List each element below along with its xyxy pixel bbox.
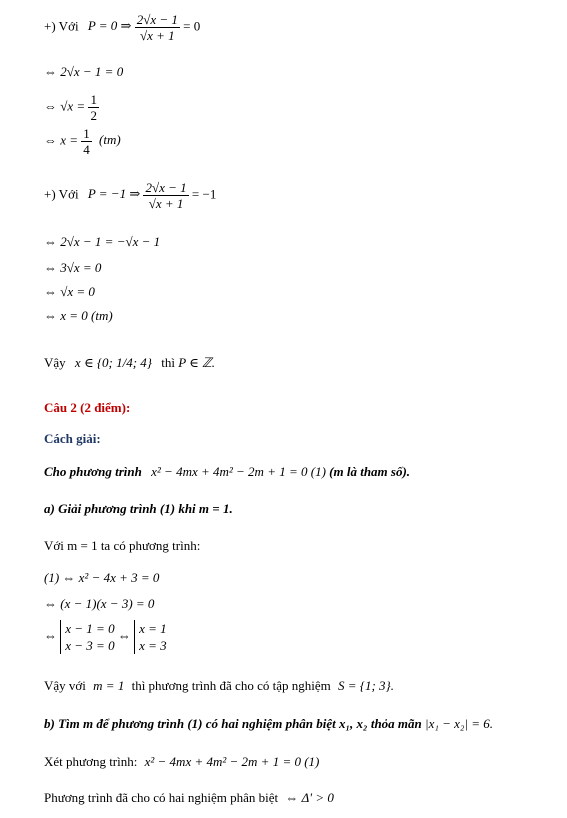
part-a-step2: ⇔ (x − 1)(x − 3) = 0 bbox=[44, 596, 155, 611]
fraction: $\frac{2√x - 1}{√x + 1}$ bbox=[145, 180, 187, 211]
part-b-step1: Xét phương trình: x² − 4mx + 4m² − 2m + 1 = 0 (1) bbox=[44, 754, 320, 769]
part-a-intro: Với m = 1 ta có phương trình: bbox=[44, 538, 201, 553]
step-a1: ⇔ 2√x − 1 = 0 bbox=[44, 64, 124, 79]
equation-system: x − 1 = 0 x − 3 = 0 bbox=[60, 620, 114, 654]
step-b3: ⇔ √x = 0 bbox=[44, 284, 95, 299]
method-heading: Cách giải: bbox=[44, 431, 101, 446]
solution-system: x = 1 x = 3 bbox=[134, 620, 167, 654]
step-b4: ⇔ x = 0 (tm) bbox=[44, 308, 113, 323]
step-a3: ⇔ x = $\frac{1}{4}$ (tm) bbox=[44, 126, 121, 157]
part-b-heading: b) Tìm m để phương trình (1) có hai nghiệm phân biệt x₁, x₂ thỏa mãn |x₁ − x₂| = 6. bbox=[44, 716, 494, 731]
step-b1: ⇔ 2√x − 1 = −√x − 1 bbox=[44, 234, 161, 249]
step-a2: ⇔ √x = $\frac{1}{2}$ bbox=[44, 92, 97, 123]
part-a-heading: a) Giải phương trình (1) khi m = 1. bbox=[44, 501, 233, 516]
case-p-zero: +) Với P = 0 ⇒ $\frac{2√x - 1}{√x + 1}$ = 0 bbox=[44, 12, 201, 43]
fraction: $\frac{2√x - 1}{√x + 1}$ bbox=[136, 12, 178, 43]
part-a-conclusion: Vậy với m = 1 thì phương trình đã cho có tập nghiệm S = {1; 3}. bbox=[44, 678, 394, 693]
part-b-step2: Phương trình đã cho có hai nghiệm phân biệt ⇔ Δ' > 0 bbox=[44, 790, 334, 805]
part-a-system: ⇔ x − 1 = 0 x − 3 = 0 ⇔ x = 1 x = 3 bbox=[44, 621, 167, 653]
problem-statement: Cho phương trình x² − 4mx + 4m² − 2m + 1 = 0 (1) (m là tham số). bbox=[44, 464, 411, 479]
step-b2: ⇔ 3√x = 0 bbox=[44, 260, 102, 275]
conclusion-1: Vậy x ∈ {0; 1/4; 4} thì P ∈ ℤ. bbox=[44, 355, 215, 370]
question-2-heading: Câu 2 (2 điểm): bbox=[44, 400, 131, 415]
part-a-step1: (1) ⇔ x² − 4x + 3 = 0 bbox=[44, 570, 160, 585]
case-p-minus-one: +) Với P = −1 ⇒ $\frac{2√x - 1}{√x + 1}$ = −1 bbox=[44, 180, 217, 211]
